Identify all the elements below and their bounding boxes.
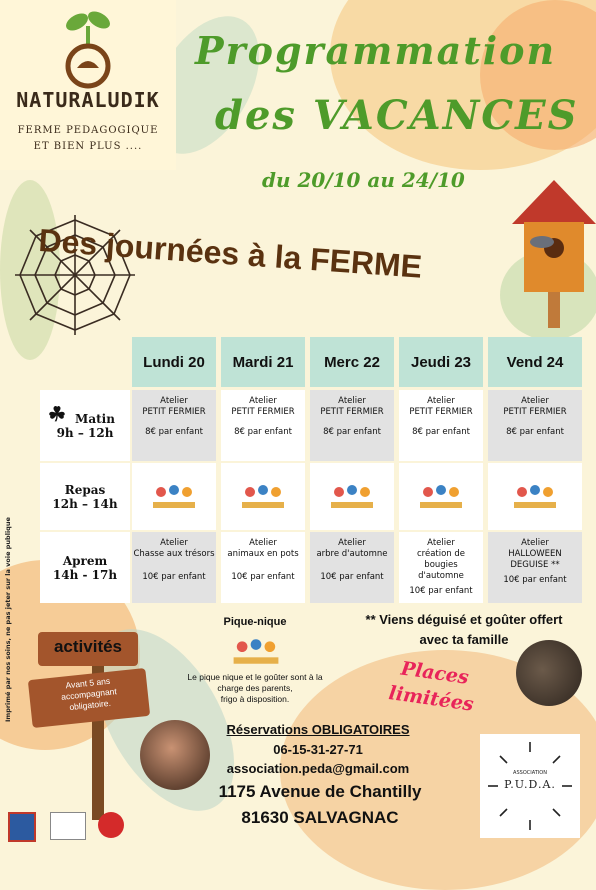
row-label: Aprem: [62, 553, 108, 568]
activity-price: 10€ par enfant: [142, 572, 206, 582]
activity-title: Atelier: [249, 396, 277, 406]
reservation-title: Réservations OBLIGATOIRES: [226, 722, 410, 737]
picnic-note-line: frigo à disposition.: [220, 694, 290, 704]
activities-note-line: Avant 5 ans: [65, 675, 111, 691]
organizers-photo: [140, 720, 210, 790]
activity-title: Atelier: [338, 538, 366, 548]
birdhouse-icon: [512, 178, 596, 328]
activity-title: Atelier: [160, 538, 188, 548]
activity-title: création de bougies: [416, 549, 466, 570]
reservation-phone: 06-15-31-27-71: [273, 742, 363, 757]
activity-title: Chasse aux trésors: [133, 549, 215, 559]
activity-price: 8€ par enfant: [145, 427, 203, 437]
association-logo: [480, 734, 580, 838]
activity-price: 8€ par enfant: [412, 427, 470, 437]
partner-logo-community: [50, 812, 86, 840]
row-label-aprem: [40, 532, 130, 603]
places-line: Places: [399, 657, 471, 689]
activity-price: 10€ par enfant: [503, 575, 567, 585]
partner-logo-round: [98, 812, 124, 838]
activity-title: Atelier: [249, 538, 277, 548]
title-programmation: Programmation: [195, 28, 557, 73]
side-note: Imprimé par nos soins, ne pas jeter sur la voie publique: [4, 517, 12, 722]
activity-title: PETIT FERMIER: [231, 407, 295, 417]
row-time: 9h – 12h: [56, 425, 114, 440]
partner-logo-crest: [8, 812, 36, 842]
day-header: Jeudi 23: [399, 337, 483, 387]
picnic-illustration-icon: [327, 482, 377, 512]
picnic-illustration-icon: [416, 482, 466, 512]
day-header: Mardi 21: [221, 337, 305, 387]
activity-title: animaux en pots: [227, 549, 299, 559]
schedule-table: [40, 335, 584, 605]
picnic-illustration-icon: [228, 636, 284, 668]
costume-note-line: avec ta famille: [419, 632, 509, 647]
activity-cell: [132, 532, 216, 603]
activity-title: Atelier: [521, 396, 549, 406]
activity-cell: [399, 532, 483, 603]
row-label-matin: [40, 390, 130, 461]
logo-name: NATURALUDIK: [16, 88, 160, 112]
activity-title: Atelier: [427, 396, 455, 406]
banner-journees: Des journées à la FERME: [37, 222, 424, 285]
meal-cell: [132, 463, 216, 530]
farmer-icon: ☘: [48, 402, 66, 426]
date-range: du 20/10 au 24/10: [262, 168, 465, 192]
costume-note-line: ** Viens déguisé et goûter offert: [365, 612, 563, 627]
activity-cell: [310, 390, 394, 461]
row-time: 12h – 14h: [52, 496, 118, 511]
row-label: Repas: [64, 482, 106, 497]
day-header: Lundi 20: [132, 337, 216, 387]
reservation-email: association.peda@gmail.com: [226, 761, 410, 776]
meal-cell: [310, 463, 394, 530]
reservation-address-city: 81630 SALVAGNAC: [241, 808, 399, 827]
row-time: 14h - 17h: [52, 567, 118, 582]
activity-price: 10€ par enfant: [409, 586, 473, 596]
logo-subtitle-line: ET BIEN PLUS ....: [33, 141, 143, 152]
logo-subtitle: [0, 123, 176, 155]
reservation-address-street: 1175 Avenue de Chantilly: [218, 782, 422, 801]
snail-sprout-icon: [55, 8, 121, 90]
activity-title: Atelier: [338, 396, 366, 406]
picnic-note-line: charge des parents,: [217, 683, 293, 693]
logo-subtitle-line: FERME PEDAGOGIQUE: [17, 125, 159, 136]
picnic-illustration-icon: [149, 482, 199, 512]
meal-cell: [488, 463, 582, 530]
meal-cell: [399, 463, 483, 530]
day-header: Merc 22: [310, 337, 394, 387]
naturaludik-logo: [0, 0, 176, 170]
row-label: Matin: [75, 411, 115, 426]
activity-title: arbre d'automne: [316, 549, 388, 559]
places-line: limitées: [387, 682, 476, 716]
activity-cell: [221, 390, 305, 461]
activity-price: 8€ par enfant: [506, 427, 564, 437]
activity-title: HALLOWEEN: [508, 549, 562, 559]
association-name: P.U.D.A.: [504, 778, 556, 791]
activity-cell: [310, 532, 394, 603]
activities-title: activités: [53, 637, 123, 656]
activity-title: PETIT FERMIER: [320, 407, 384, 417]
activity-price: 10€ par enfant: [320, 572, 384, 582]
association-label: ASSOCIATION: [513, 770, 547, 776]
activity-cell: [221, 532, 305, 603]
activity-price: 8€ par enfant: [234, 427, 292, 437]
activity-price: 8€ par enfant: [323, 427, 381, 437]
picnic-note: [160, 672, 350, 705]
activity-price: 10€ par enfant: [231, 572, 295, 582]
activity-title: d'automne: [418, 571, 464, 581]
picnic-illustration-icon: [238, 482, 288, 512]
activity-cell: [488, 532, 582, 603]
activity-title: PETIT FERMIER: [409, 407, 473, 417]
picnic-illustration-icon: [510, 482, 560, 512]
activity-cell: [488, 390, 582, 461]
activity-cell: [132, 390, 216, 461]
activities-note-line: accompagnant: [60, 686, 118, 702]
activity-title: Atelier: [521, 538, 549, 548]
picnic-note-line: Le pique nique et le goûter sont à la: [187, 672, 323, 682]
activity-title: PETIT FERMIER: [142, 407, 206, 417]
activity-cell: [399, 390, 483, 461]
activities-note-line: obligatoire.: [68, 697, 112, 713]
activity-title: Atelier: [160, 396, 188, 406]
table-corner: [40, 335, 130, 387]
activity-title: PETIT FERMIER: [503, 407, 567, 417]
picnic-title: Pique-nique: [223, 616, 287, 628]
activity-title: Atelier: [427, 538, 455, 548]
goats-photo: [516, 640, 582, 706]
row-label-repas: [40, 463, 130, 530]
activities-sign: [38, 632, 168, 822]
meal-cell: [221, 463, 305, 530]
day-header: Vend 24: [488, 337, 582, 387]
activity-title: DEGUISE **: [510, 560, 560, 570]
title-vacances: des VACANCES: [215, 92, 579, 139]
